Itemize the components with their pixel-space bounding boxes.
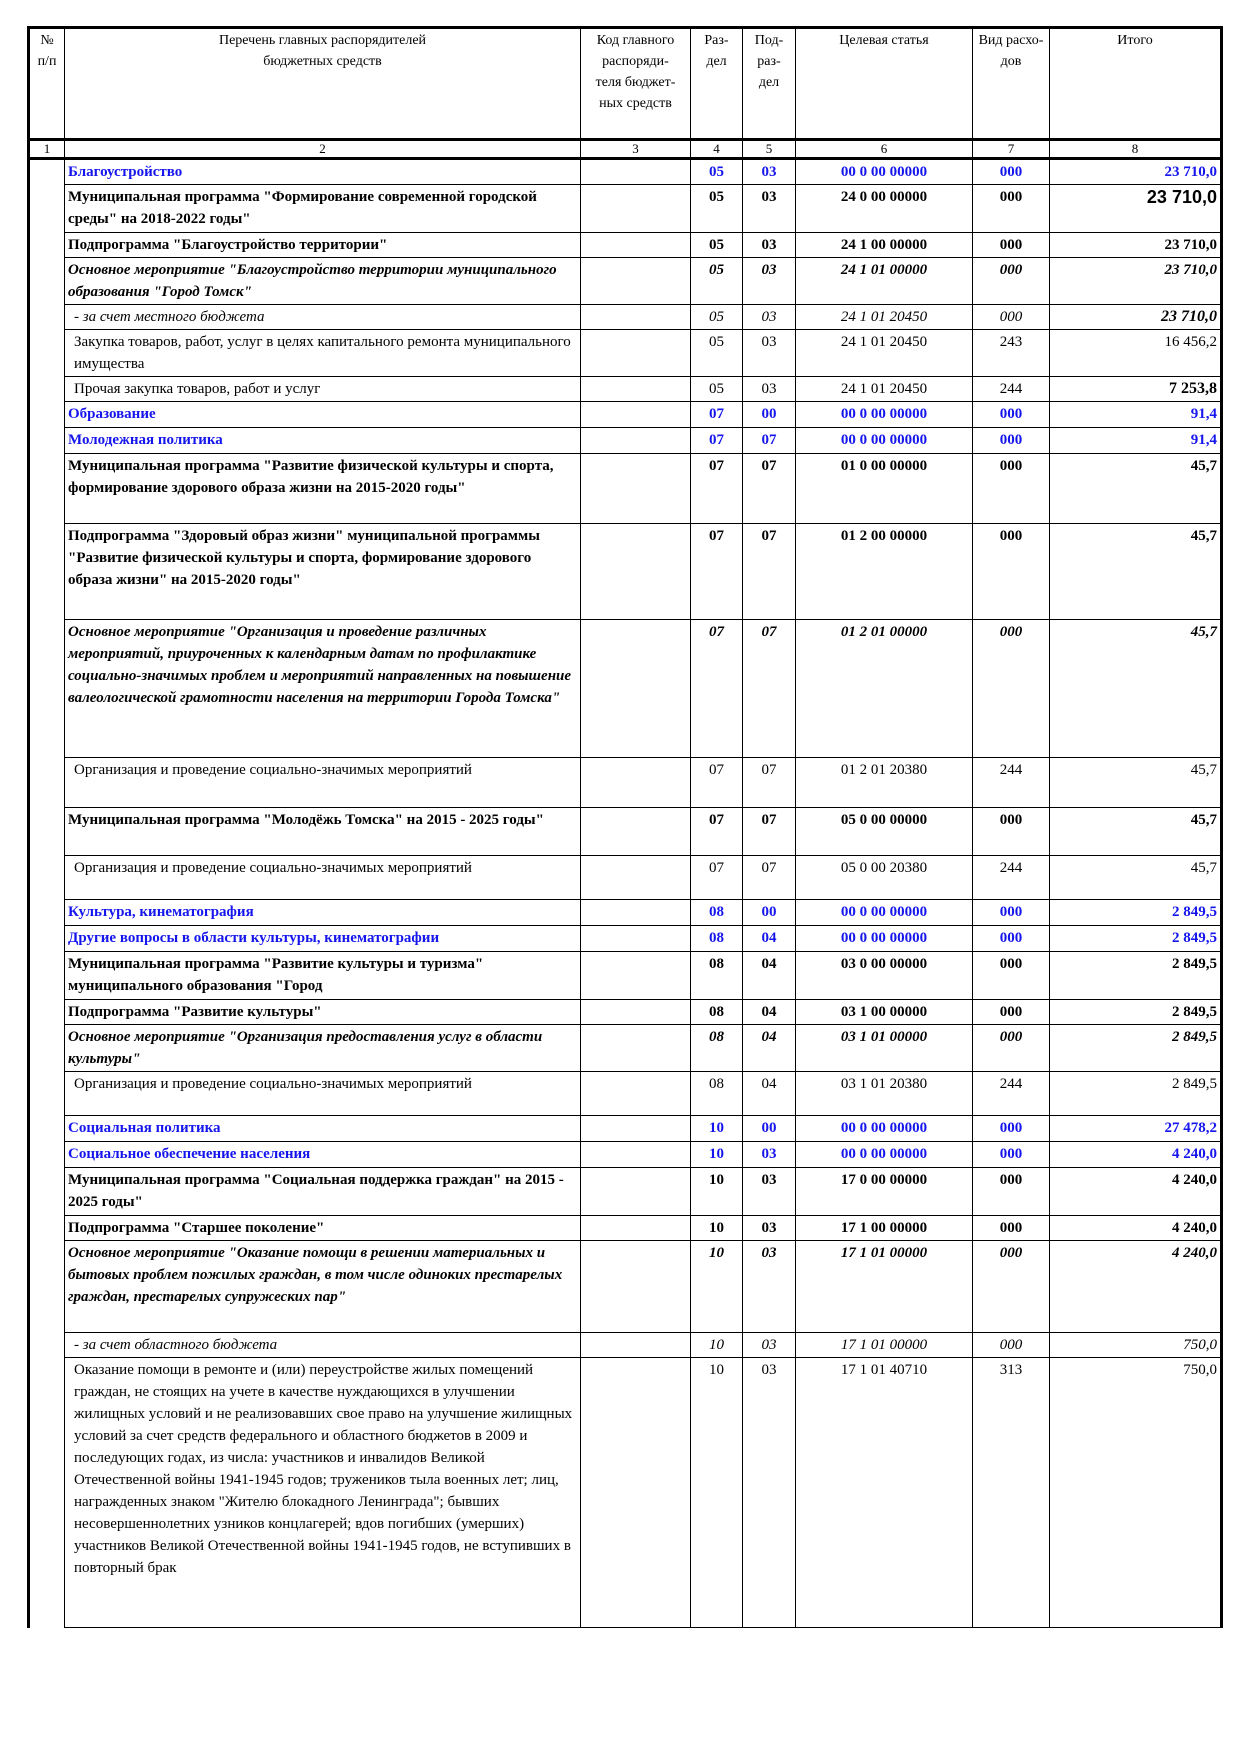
row-itogo: 7 253,8 [1050, 377, 1222, 402]
row-vid: 000 [973, 524, 1050, 620]
row-name: - за счет местного бюджета [65, 305, 581, 330]
header-number: № п/п [29, 28, 65, 140]
row-razdel: 10 [691, 1168, 743, 1216]
table-row [29, 1072, 1222, 1116]
row-itogo: 91,4 [1050, 402, 1222, 428]
row-statya: 00 0 00 00000 [796, 1142, 973, 1168]
row-code [581, 159, 691, 185]
row-statya: 03 0 00 00000 [796, 952, 973, 1000]
row-number-cell [29, 185, 65, 233]
row-vid: 000 [973, 1142, 1050, 1168]
row-podrazdel: 07 [743, 454, 796, 524]
row-vid: 000 [973, 428, 1050, 454]
row-number-cell [29, 258, 65, 305]
row-vid: 000 [973, 454, 1050, 524]
row-podrazdel: 03 [743, 330, 796, 377]
row-podrazdel: 07 [743, 428, 796, 454]
row-itogo: 4 240,0 [1050, 1168, 1222, 1216]
row-podrazdel: 07 [743, 620, 796, 758]
header-podrazdel: Под- раз- дел [743, 28, 796, 140]
row-name: Другие вопросы в области культуры, кинематографии [65, 926, 581, 952]
row-name: Основное мероприятие "Организация предоставления услуг в области культуры" [65, 1025, 581, 1072]
row-razdel: 05 [691, 330, 743, 377]
row-statya: 00 0 00 00000 [796, 926, 973, 952]
row-podrazdel: 03 [743, 159, 796, 185]
row-number-cell [29, 900, 65, 926]
row-itogo: 23 710,0 [1050, 159, 1222, 185]
table-header-row [29, 28, 1222, 140]
column-number: 6 [796, 140, 973, 159]
row-name: Подпрограмма "Старшее поколение" [65, 1216, 581, 1241]
row-vid: 000 [973, 620, 1050, 758]
row-itogo: 4 240,0 [1050, 1241, 1222, 1333]
row-podrazdel: 04 [743, 926, 796, 952]
row-statya: 01 2 01 00000 [796, 620, 973, 758]
column-number: 7 [973, 140, 1050, 159]
row-number-cell [29, 1241, 65, 1333]
table-row [29, 952, 1222, 1000]
row-statya: 17 1 01 00000 [796, 1241, 973, 1333]
column-number-row [29, 140, 1222, 159]
row-statya: 00 0 00 00000 [796, 159, 973, 185]
row-statya: 00 0 00 00000 [796, 428, 973, 454]
row-code [581, 1358, 691, 1628]
row-podrazdel: 03 [743, 305, 796, 330]
row-vid: 000 [973, 900, 1050, 926]
row-vid: 000 [973, 808, 1050, 856]
row-itogo: 27 478,2 [1050, 1116, 1222, 1142]
row-statya: 17 0 00 00000 [796, 1168, 973, 1216]
row-statya: 24 1 00 00000 [796, 233, 973, 258]
row-razdel: 10 [691, 1142, 743, 1168]
column-number: 1 [29, 140, 65, 159]
row-vid: 244 [973, 856, 1050, 900]
row-itogo: 2 849,5 [1050, 1000, 1222, 1025]
table-row [29, 1025, 1222, 1072]
column-number: 2 [65, 140, 581, 159]
row-number-cell [29, 159, 65, 185]
row-razdel: 05 [691, 377, 743, 402]
row-number-cell [29, 1025, 65, 1072]
row-vid: 000 [973, 233, 1050, 258]
row-razdel: 07 [691, 524, 743, 620]
header-vid: Вид расхо- дов [973, 28, 1050, 140]
row-razdel: 07 [691, 856, 743, 900]
row-number-cell [29, 428, 65, 454]
row-number-cell [29, 926, 65, 952]
row-code [581, 377, 691, 402]
table-row [29, 428, 1222, 454]
row-code [581, 758, 691, 808]
table-row [29, 1000, 1222, 1025]
budget-table [27, 26, 1223, 1628]
row-vid: 000 [973, 1216, 1050, 1241]
row-code [581, 926, 691, 952]
header-code: Код главного распоряди- теля бюджет- ных средств [581, 28, 691, 140]
row-number-cell [29, 233, 65, 258]
row-number-cell [29, 1142, 65, 1168]
row-podrazdel: 03 [743, 185, 796, 233]
row-podrazdel: 03 [743, 1216, 796, 1241]
row-itogo: 4 240,0 [1050, 1216, 1222, 1241]
column-number: 3 [581, 140, 691, 159]
row-number-cell [29, 1072, 65, 1116]
row-name: Образование [65, 402, 581, 428]
table-row [29, 258, 1222, 305]
row-itogo: 2 849,5 [1050, 1072, 1222, 1116]
row-statya: 24 1 01 00000 [796, 258, 973, 305]
table-row [29, 1358, 1222, 1628]
row-code [581, 1168, 691, 1216]
row-podrazdel: 03 [743, 1358, 796, 1628]
row-code [581, 1216, 691, 1241]
table-row [29, 330, 1222, 377]
row-itogo: 23 710,0 [1050, 233, 1222, 258]
row-razdel: 10 [691, 1116, 743, 1142]
header-itogo: Итого [1050, 28, 1222, 140]
row-name: Социальная политика [65, 1116, 581, 1142]
table-row [29, 926, 1222, 952]
row-itogo: 23 710,0 [1050, 258, 1222, 305]
row-number-cell [29, 524, 65, 620]
row-podrazdel: 03 [743, 377, 796, 402]
row-name: Культура, кинематография [65, 900, 581, 926]
table-row [29, 1142, 1222, 1168]
row-statya: 24 1 01 20450 [796, 377, 973, 402]
row-podrazdel: 07 [743, 808, 796, 856]
table-row [29, 620, 1222, 758]
row-razdel: 05 [691, 159, 743, 185]
row-statya: 03 1 01 20380 [796, 1072, 973, 1116]
row-number-cell [29, 758, 65, 808]
row-name: Подпрограмма "Здоровый образ жизни" муниципальной программы "Развитие физической культуры и спорта, формирование здорового образа жизни" на 2015-2020 годы" [65, 524, 581, 620]
header-name: Перечень главных распорядителей бюджетных средств [65, 28, 581, 140]
row-name: Основное мероприятие "Благоустройство территории муниципального образования "Город Томск" [65, 258, 581, 305]
row-name: Социальное обеспечение населения [65, 1142, 581, 1168]
row-itogo: 45,7 [1050, 524, 1222, 620]
row-code [581, 454, 691, 524]
row-itogo: 2 849,5 [1050, 952, 1222, 1000]
row-itogo: 750,0 [1050, 1333, 1222, 1358]
row-name: Прочая закупка товаров, работ и услуг [65, 377, 581, 402]
row-itogo: 16 456,2 [1050, 330, 1222, 377]
row-statya: 01 2 00 00000 [796, 524, 973, 620]
row-podrazdel: 03 [743, 1241, 796, 1333]
row-podrazdel: 07 [743, 524, 796, 620]
row-statya: 17 1 01 40710 [796, 1358, 973, 1628]
row-itogo: 45,7 [1050, 758, 1222, 808]
row-vid: 000 [973, 1333, 1050, 1358]
row-itogo: 23 710,0 [1050, 185, 1222, 233]
row-razdel: 08 [691, 926, 743, 952]
row-razdel: 05 [691, 258, 743, 305]
table-row [29, 900, 1222, 926]
row-code [581, 524, 691, 620]
row-code [581, 856, 691, 900]
table-row [29, 856, 1222, 900]
row-statya: 00 0 00 00000 [796, 402, 973, 428]
row-code [581, 402, 691, 428]
row-vid: 000 [973, 185, 1050, 233]
row-itogo: 45,7 [1050, 620, 1222, 758]
row-podrazdel: 03 [743, 1142, 796, 1168]
row-podrazdel: 04 [743, 952, 796, 1000]
row-code [581, 620, 691, 758]
row-statya: 05 0 00 20380 [796, 856, 973, 900]
row-podrazdel: 07 [743, 856, 796, 900]
row-razdel: 07 [691, 808, 743, 856]
row-name: Молодежная политика [65, 428, 581, 454]
row-statya: 03 1 00 00000 [796, 1000, 973, 1025]
row-number-cell [29, 1168, 65, 1216]
row-podrazdel: 04 [743, 1000, 796, 1025]
row-razdel: 05 [691, 305, 743, 330]
row-vid: 000 [973, 1168, 1050, 1216]
row-razdel: 08 [691, 952, 743, 1000]
row-code [581, 1333, 691, 1358]
row-itogo: 23 710,0 [1050, 305, 1222, 330]
row-statya: 03 1 01 00000 [796, 1025, 973, 1072]
row-podrazdel: 07 [743, 758, 796, 808]
row-razdel: 08 [691, 1025, 743, 1072]
row-vid: 000 [973, 1241, 1050, 1333]
row-statya: 01 0 00 00000 [796, 454, 973, 524]
row-statya: 24 1 01 20450 [796, 305, 973, 330]
column-number: 5 [743, 140, 796, 159]
row-name: - за счет областного бюджета [65, 1333, 581, 1358]
row-code [581, 258, 691, 305]
table-row [29, 185, 1222, 233]
row-statya: 05 0 00 00000 [796, 808, 973, 856]
row-name: Благоустройство [65, 159, 581, 185]
row-vid: 000 [973, 1000, 1050, 1025]
row-name: Муниципальная программа "Социальная поддержка граждан" на 2015 - 2025 годы" [65, 1168, 581, 1216]
table-row [29, 1168, 1222, 1216]
row-vid: 000 [973, 305, 1050, 330]
row-vid: 000 [973, 402, 1050, 428]
row-code [581, 1142, 691, 1168]
row-statya: 24 1 01 20450 [796, 330, 973, 377]
row-code [581, 185, 691, 233]
row-razdel: 07 [691, 428, 743, 454]
row-podrazdel: 03 [743, 233, 796, 258]
table-row [29, 808, 1222, 856]
row-vid: 244 [973, 377, 1050, 402]
row-code [581, 1116, 691, 1142]
table-row [29, 377, 1222, 402]
row-statya: 17 1 00 00000 [796, 1216, 973, 1241]
row-code [581, 1025, 691, 1072]
table-row [29, 305, 1222, 330]
table-row [29, 524, 1222, 620]
row-razdel: 07 [691, 620, 743, 758]
row-code [581, 305, 691, 330]
row-code [581, 233, 691, 258]
row-vid: 244 [973, 1072, 1050, 1116]
row-name: Оказание помощи в ремонте и (или) переустройстве жилых помещений граждан, не стоящих на учете в качестве нуждающихся в улучшении жилищных условий и не реализовавших свое право на улучшение жилищных условий за счет средств федерального и областного бюджетов в 2009 и последующих годах, из числа: участников и инвалидов Великой Отечественной войны 1941-1945 годов; тружеников тыла военных лет; лиц, награжденных знаком "Жителю блокадного Ленинграда"; бывших несовершеннолетних узников концлагерей; вдов погибших (умерших) участников Великой Отечественной войны 1941-1945 годов, не вступивших в повторный брак [65, 1358, 581, 1628]
row-razdel: 10 [691, 1216, 743, 1241]
row-statya: 24 0 00 00000 [796, 185, 973, 233]
row-code [581, 1000, 691, 1025]
row-podrazdel: 00 [743, 1116, 796, 1142]
row-podrazdel: 00 [743, 402, 796, 428]
table-row [29, 159, 1222, 185]
row-name: Основное мероприятие "Оказание помощи в решении материальных и бытовых проблем пожилых граждан, в том числе одиноких престарелых граждан, престарелых супружеских пар" [65, 1241, 581, 1333]
row-number-cell [29, 952, 65, 1000]
row-statya: 00 0 00 00000 [796, 900, 973, 926]
row-razdel: 07 [691, 402, 743, 428]
row-number-cell [29, 330, 65, 377]
row-number-cell [29, 620, 65, 758]
table-row [29, 1216, 1222, 1241]
row-code [581, 808, 691, 856]
row-itogo: 91,4 [1050, 428, 1222, 454]
row-podrazdel: 04 [743, 1025, 796, 1072]
row-number-cell [29, 305, 65, 330]
row-name: Подпрограмма "Благоустройство территории" [65, 233, 581, 258]
row-name: Муниципальная программа "Развитие физической культуры и спорта, формирование здорового образа жизни на 2015-2020 годы" [65, 454, 581, 524]
table-row [29, 758, 1222, 808]
table-row [29, 1241, 1222, 1333]
row-number-cell [29, 1116, 65, 1142]
row-statya: 17 1 01 00000 [796, 1333, 973, 1358]
table-row [29, 233, 1222, 258]
row-code [581, 952, 691, 1000]
header-razdel: Раз- дел [691, 28, 743, 140]
row-vid: 000 [973, 926, 1050, 952]
row-vid: 313 [973, 1358, 1050, 1628]
row-itogo: 4 240,0 [1050, 1142, 1222, 1168]
row-number-cell [29, 1000, 65, 1025]
header-statya: Целевая статья [796, 28, 973, 140]
row-razdel: 07 [691, 758, 743, 808]
row-razdel: 10 [691, 1358, 743, 1628]
row-number-cell [29, 402, 65, 428]
row-itogo: 2 849,5 [1050, 926, 1222, 952]
row-name: Муниципальная программа "Молодёжь Томска" на 2015 - 2025 годы" [65, 808, 581, 856]
row-razdel: 05 [691, 233, 743, 258]
row-itogo: 750,0 [1050, 1358, 1222, 1628]
row-vid: 000 [973, 1025, 1050, 1072]
row-razdel: 08 [691, 900, 743, 926]
row-number-cell [29, 454, 65, 524]
column-number: 8 [1050, 140, 1222, 159]
row-razdel: 05 [691, 185, 743, 233]
row-podrazdel: 03 [743, 258, 796, 305]
row-vid: 000 [973, 258, 1050, 305]
table-row [29, 454, 1222, 524]
table-row [29, 1116, 1222, 1142]
row-code [581, 330, 691, 377]
row-name: Организация и проведение социально-значимых мероприятий [65, 758, 581, 808]
row-statya: 00 0 00 00000 [796, 1116, 973, 1142]
row-code [581, 1241, 691, 1333]
row-podrazdel: 04 [743, 1072, 796, 1116]
budget-document-page [27, 26, 1220, 1628]
row-name: Организация и проведение социально-значимых мероприятий [65, 1072, 581, 1116]
row-podrazdel: 03 [743, 1333, 796, 1358]
row-vid: 244 [973, 758, 1050, 808]
row-podrazdel: 00 [743, 900, 796, 926]
row-name: Основное мероприятие "Организация и проведение различных мероприятий, приуроченных к календарным датам по профилактике социально-значимых проблем и мероприятий направленных на повышение валеологической грамотности населения на территории Города Томска" [65, 620, 581, 758]
row-itogo: 2 849,5 [1050, 1025, 1222, 1072]
row-vid: 000 [973, 1116, 1050, 1142]
row-statya: 01 2 01 20380 [796, 758, 973, 808]
row-number-cell [29, 377, 65, 402]
row-name: Муниципальная программа "Развитие культуры и туризма" муниципального образования "Город [65, 952, 581, 1000]
row-number-cell [29, 808, 65, 856]
row-name: Закупка товаров, работ, услуг в целях капитального ремонта муниципального имущества [65, 330, 581, 377]
row-razdel: 07 [691, 454, 743, 524]
row-number-cell [29, 1358, 65, 1628]
row-vid: 000 [973, 952, 1050, 1000]
row-razdel: 10 [691, 1241, 743, 1333]
row-itogo: 45,7 [1050, 856, 1222, 900]
row-razdel: 08 [691, 1000, 743, 1025]
row-number-cell [29, 1216, 65, 1241]
row-itogo: 45,7 [1050, 454, 1222, 524]
row-code [581, 1072, 691, 1116]
row-number-cell [29, 856, 65, 900]
row-code [581, 428, 691, 454]
row-vid: 000 [973, 159, 1050, 185]
row-name: Подпрограмма "Развитие культуры" [65, 1000, 581, 1025]
row-code [581, 900, 691, 926]
row-name: Муниципальная программа "Формирование современной городской среды" на 2018-2022 годы" [65, 185, 581, 233]
row-itogo: 2 849,5 [1050, 900, 1222, 926]
row-razdel: 08 [691, 1072, 743, 1116]
row-number-cell [29, 1333, 65, 1358]
table-row [29, 1333, 1222, 1358]
row-podrazdel: 03 [743, 1168, 796, 1216]
row-vid: 243 [973, 330, 1050, 377]
row-itogo: 45,7 [1050, 808, 1222, 856]
row-razdel: 10 [691, 1333, 743, 1358]
row-name: Организация и проведение социально-значимых мероприятий [65, 856, 581, 900]
table-row [29, 402, 1222, 428]
column-number: 4 [691, 140, 743, 159]
